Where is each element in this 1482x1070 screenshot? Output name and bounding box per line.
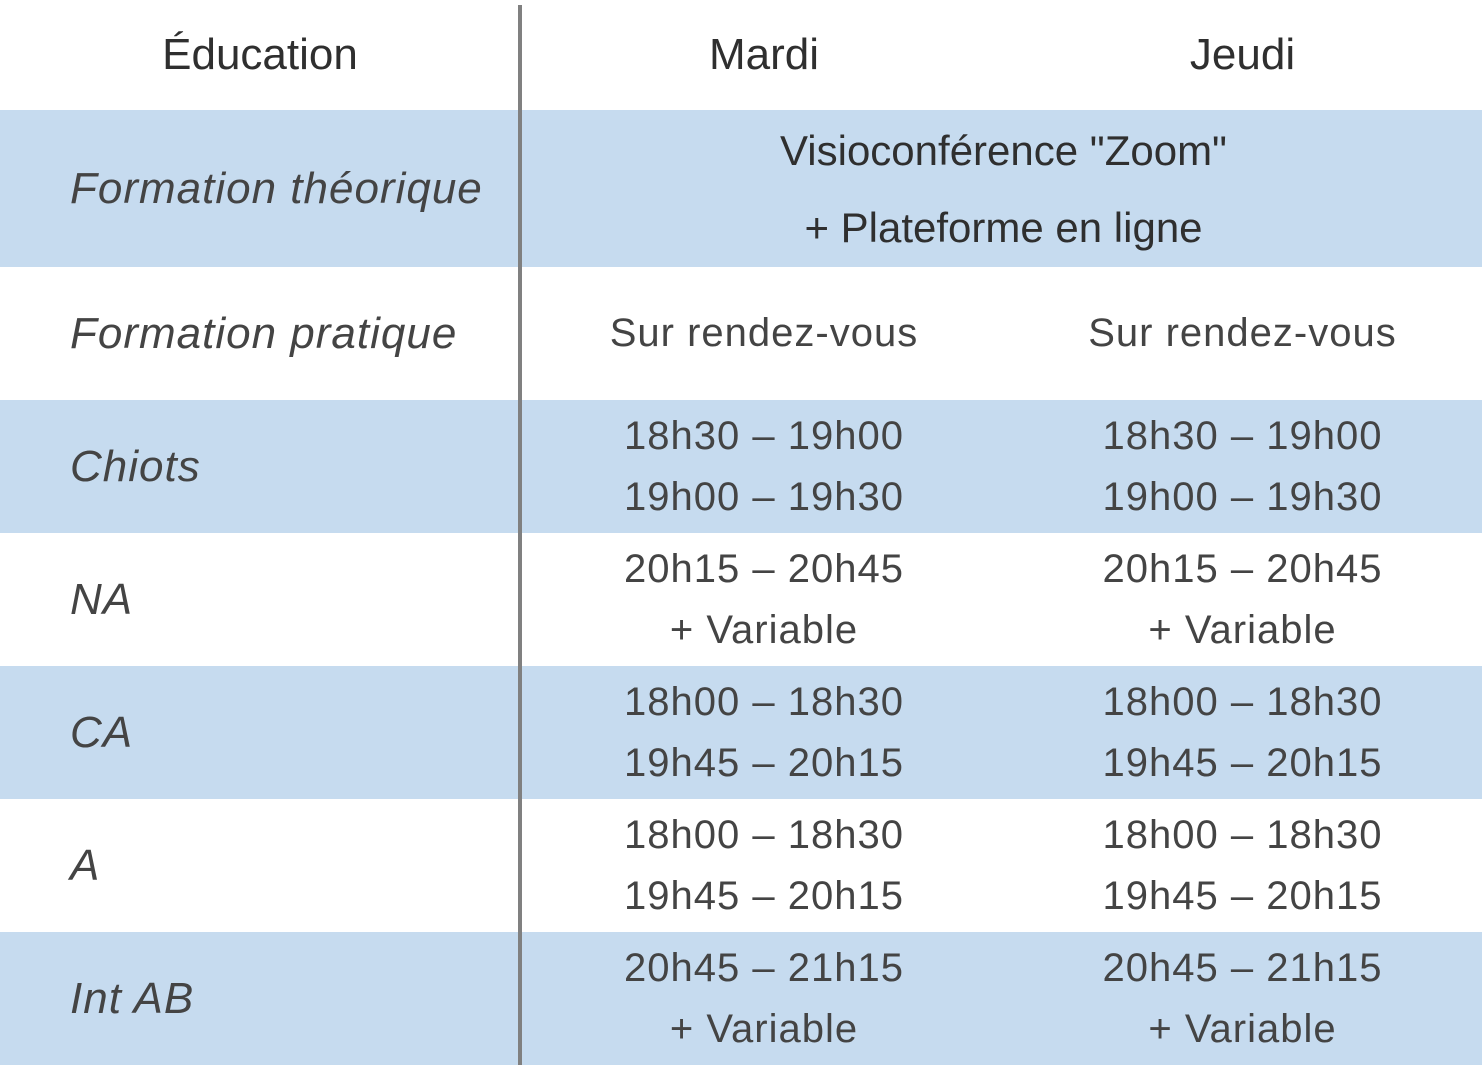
cell-line: 18h00 – 18h30 [624, 679, 904, 724]
cell-line: 18h30 – 19h00 [624, 413, 904, 458]
cell-jeudi [1003, 799, 1482, 932]
header-jeudi: Jeudi [1189, 30, 1296, 79]
cell-line: Sur rendez-vous [1088, 311, 1397, 355]
cell-line: 18h00 – 18h30 [624, 812, 904, 857]
row-label: CA [70, 707, 134, 757]
cell-line: 19h45 – 20h15 [624, 740, 904, 785]
cell-line: 19h00 – 19h30 [624, 474, 904, 519]
header-row [0, 0, 1482, 110]
row-label: Int AB [70, 973, 195, 1023]
row-label: Chiots [70, 441, 201, 491]
cell-line: 20h45 – 21h15 [1102, 945, 1383, 990]
cell-line: 20h15 – 20h45 [1102, 546, 1383, 591]
cell-mardi [525, 400, 1003, 533]
cell-jeudi [1003, 666, 1482, 799]
row-chiots [0, 400, 1482, 533]
column-divider [518, 5, 522, 1065]
cell-line: + Variable [1148, 607, 1337, 652]
row-label: A [70, 840, 101, 890]
row-label: Formation pratique [70, 308, 458, 358]
cell-mardi [525, 932, 1003, 1065]
cell-line: Sur rendez-vous [609, 311, 919, 355]
row-na [0, 533, 1482, 666]
cell-line: + Plateforme en ligne [804, 203, 1203, 251]
cell-line: 19h00 – 19h30 [1102, 474, 1383, 519]
cell-line: 18h00 – 18h30 [1102, 812, 1383, 857]
cell-jeudi [1003, 267, 1482, 400]
row-a [0, 799, 1482, 932]
cell-line: Visioconférence "Zoom" [780, 126, 1227, 174]
header-education: Éducation [162, 30, 358, 79]
cell-line: 18h30 – 19h00 [1102, 413, 1383, 458]
cell-jeudi [1003, 400, 1482, 533]
cell-line: 19h45 – 20h15 [1102, 740, 1383, 785]
cell-line: 19h45 – 20h15 [1102, 873, 1383, 918]
cell-line: 19h45 – 20h15 [624, 873, 904, 918]
cell-line: 18h00 – 18h30 [1102, 679, 1383, 724]
cell-mardi [525, 267, 1003, 400]
row-ca [0, 666, 1482, 799]
header-mardi: Mardi [708, 30, 820, 79]
cell-line: + Variable [669, 607, 859, 652]
cell-mardi [525, 666, 1003, 799]
cell-line: 20h15 – 20h45 [624, 546, 904, 591]
cell-jeudi [1003, 533, 1482, 666]
row-formation-theorique [0, 110, 1482, 267]
cell-mardi [525, 799, 1003, 932]
cell-line: + Variable [669, 1006, 859, 1051]
row-int-ab [0, 932, 1482, 1065]
row-formation-pratique [0, 267, 1482, 400]
row-label: NA [70, 574, 134, 624]
row-label: Formation théorique [70, 163, 483, 213]
cell-line: + Variable [1148, 1006, 1337, 1051]
cell-line: 20h45 – 21h15 [624, 945, 904, 990]
cell-jeudi [1003, 932, 1482, 1065]
cell-mardi [525, 533, 1003, 666]
merged-cell [525, 110, 1482, 267]
